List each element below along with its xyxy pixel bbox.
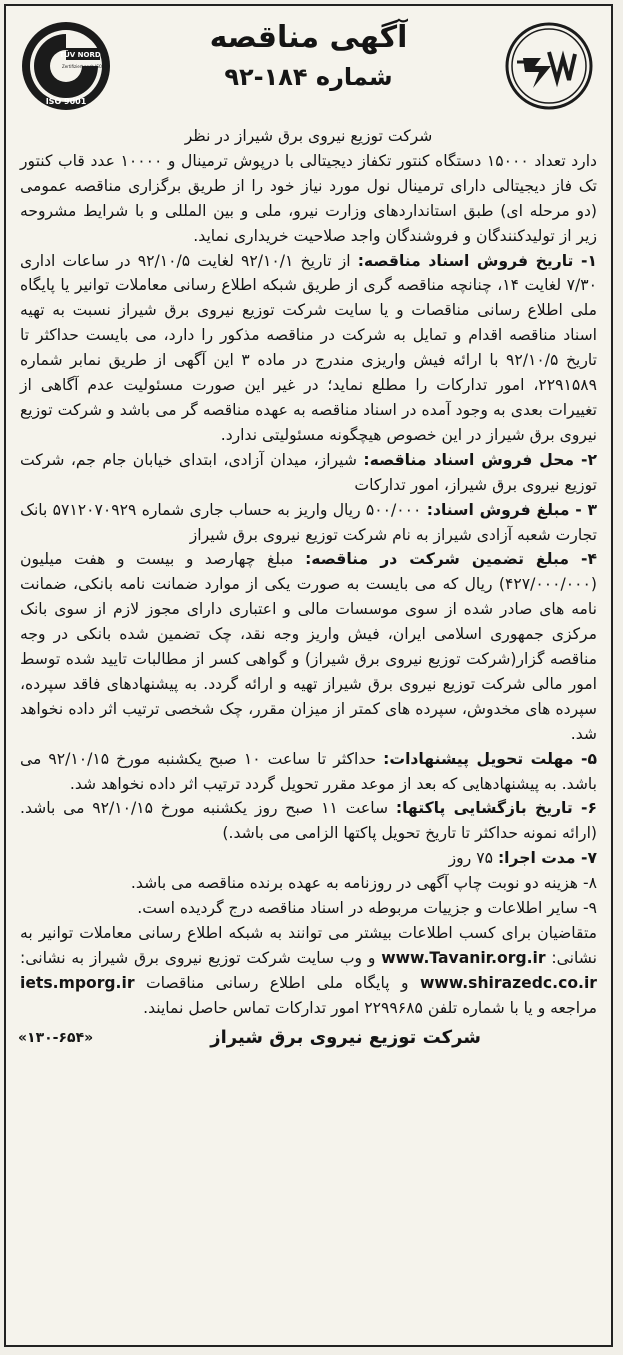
section-heading: ۵- مهلت تحویل پیشنهادات: [383,749,597,768]
tuv-nord-iso-logo [20,20,112,112]
section-text: از تاریخ ۹۲/۱۰/۱ لغایت ۹۲/۱۰/۵ در ساعات اداری ۷/۳۰ لغایت ۱۴، چنانچه مناقصه گری از طریق شبکه اطلاع رسانی معاملات توانیر یا پایگاه ملی اطلاع رسانی مناقصات و یا سایت شرکت توزیع نیروی برق شیراز نسبت به تهیه اسناد مناقصه اقدام و تمایل به شرکت در مناقصه مذکور را دارد، می بایست حداکثر تا تاریخ ۹۲/۱۰/۵ با ارائه فیش واریزی مندرج در ماده ۳ این آگهی از طریق نمابر شماره ۲۲۹۱۵۸۹، امور تدارکات را مطلع نماید؛ در غیر این صورت مسئولیت عدم آگاهی از تغییرات بعدی به وجود آمده در اسناد مناقصه به عهده مناقصه گر می باشد و شرکت توزیع نیروی برق شیراز در این خصوص هیچگونه مسئولیتی ندارد. [20,251,597,444]
svg-text:TÜV NORD: TÜV NORD [59,51,101,59]
section-text: ۷۵ روز [448,849,498,868]
company-signature: شرکت توزیع نیروی برق شیراز [210,1026,481,1048]
notice-footer [6,1025,611,1053]
section-heading: ۴- مبلغ تضمین شرکت در مناقصه: [305,550,597,569]
section-text: ۵۰۰/۰۰۰ ریال واریز به حساب جاری شماره ۵۷۱۲۰۷۰۹۲۹ بانک تجارت شعبه آزادی شیراز به نام شرکت توزیع نیروی برق شیراز [20,500,597,544]
section-6 [20,796,597,846]
section-text: ساعت ۱۱ صبح روز یکشنبه مورخ ۹۲/۱۰/۱۵ می باشد. (ارائه نمونه حداکثر تا تاریخ تحویل پاکتها الزامی می باشد.) [20,799,597,843]
intro-line: شرکت توزیع نیروی برق شیراز در نظر [184,127,433,145]
section-4 [20,547,597,746]
section-heading: ۶- تاریخ بازگشایی پاکتها: [395,799,597,818]
notice-number: شماره ۱۸۴-۹۲ [224,63,393,91]
closing-text: و پایگاه ملی اطلاع رسانی مناقصات [134,973,421,992]
svg-text:Zertifiziert nach ISO: Zertifiziert nach ISO [61,64,103,69]
svg-text:ISO 9001: ISO 9001 [45,97,87,106]
closing-paragraph [20,921,597,1021]
section-text: شیراز، میدان آزادی، ابتدای خیابان جام جم، شرکت توزیع نیروی برق شیراز، امور تدارکات [20,450,597,494]
section-text: ۹- سایر اطلاعات و جزییات مربوطه در اسناد مناقصه درج گردیده است. [137,899,597,918]
section-1 [20,249,597,448]
tender-notice [4,4,613,1347]
notice-header [6,6,611,124]
section-text: مبلغ چهارصد و بیست و هفت میلیون (۴۲۷/۰۰۰/۰۰۰) ریال که می بایست به صورت یکی از موارد ضمانت نامه بانکی، ضمانت نامه های صادر شده از سوی موسسات مالی و اعتباری دارای مجوز لازم از سوی بانک مرکزی جمهوری اسلامی ایران، فیش واریز وجه نقد، چک تضمین شده بانکی در وجه مناقصه گزار(شرکت توزیع نیروی برق شیراز) و گواهی کسر از مطالبات تایید شده توسط امور مالی شرکت توزیع نیروی برق شیراز تهیه و ارائه گردد. به پیشنهادهای فاقد سپرده، سپرده های مخدوش، سپرده های کمتر از میزان مقرر، چک شخصی ترتیب اثر داده نخواهد شد. [20,550,597,743]
shirazedc-website-link[interactable]: www.shirazedc.co.ir [420,973,597,992]
iets-website-link[interactable]: iets.mporg.ir [20,973,135,992]
ad-code: «۱۳۰-۶۵۴» [18,1029,94,1046]
intro-paragraph: دارد تعداد ۱۵۰۰۰ دستگاه کنتور تکفاز دیجیتالی با درپوش ترمینال و ۱۰۰۰۰ عدد قاب کنتور تک فاز دیجیتالی دارای ترمینال نول مورد نیاز خود را از طریق برگزاری مناقصه عمومی (دو مرحله ای) طبق استانداردهای وزارت نیرو، ملی و بین المللی و با شرایط مشروحه زیر از تولیدکنندگان و فروشندگان واجد صلاحیت خریداری نماید. [20,151,597,245]
closing-text: مراجعه و یا با شماره تلفن ۲۲۹۹۶۸۵ امور تدارکات تماس حاصل نمایند. [143,998,597,1017]
section-heading: ۱- تاریخ فروش اسناد مناقصه: [357,251,598,270]
section-heading: ۲- محل فروش اسناد مناقصه: [363,450,597,469]
closing-text: متقاضیان برای کسب اطلاعات بیشتر می توانند به شبکه اطلاع رسانی معاملات توانیر به نشانی: [20,924,597,967]
section-text: ۸- هزینه دو نوبت چاپ آگهی در روزنامه به عهده برنده مناقصه می باشد. [130,874,597,893]
section-heading: ۷- مدت اجرا: [497,849,597,868]
notice-title: آگهی مناقصه [209,20,408,55]
section-5 [20,747,597,797]
section-8 [20,871,597,896]
tavanir-website-link[interactable]: www.Tavanir.org.ir [381,948,546,967]
title-block [126,16,491,94]
section-3 [20,498,597,548]
section-2 [20,448,597,498]
section-9 [20,896,597,921]
power-company-emblem-icon [505,22,593,110]
section-text: حداکثر تا ساعت ۱۰ صبح یکشنبه مورخ ۹۲/۱۰/۱۵ می باشد. به پیشنهادهایی که بعد از موعد مقرر تحویل گردد ترتیب اثر داده نخواهد شد. [20,749,597,793]
section-7 [20,846,597,871]
section-heading: ۳ - مبلغ فروش اسناد: [426,500,597,519]
notice-body [6,124,611,1021]
closing-text: و وب سایت شرکت توزیع نیروی برق شیراز به نشانی: [20,948,382,967]
